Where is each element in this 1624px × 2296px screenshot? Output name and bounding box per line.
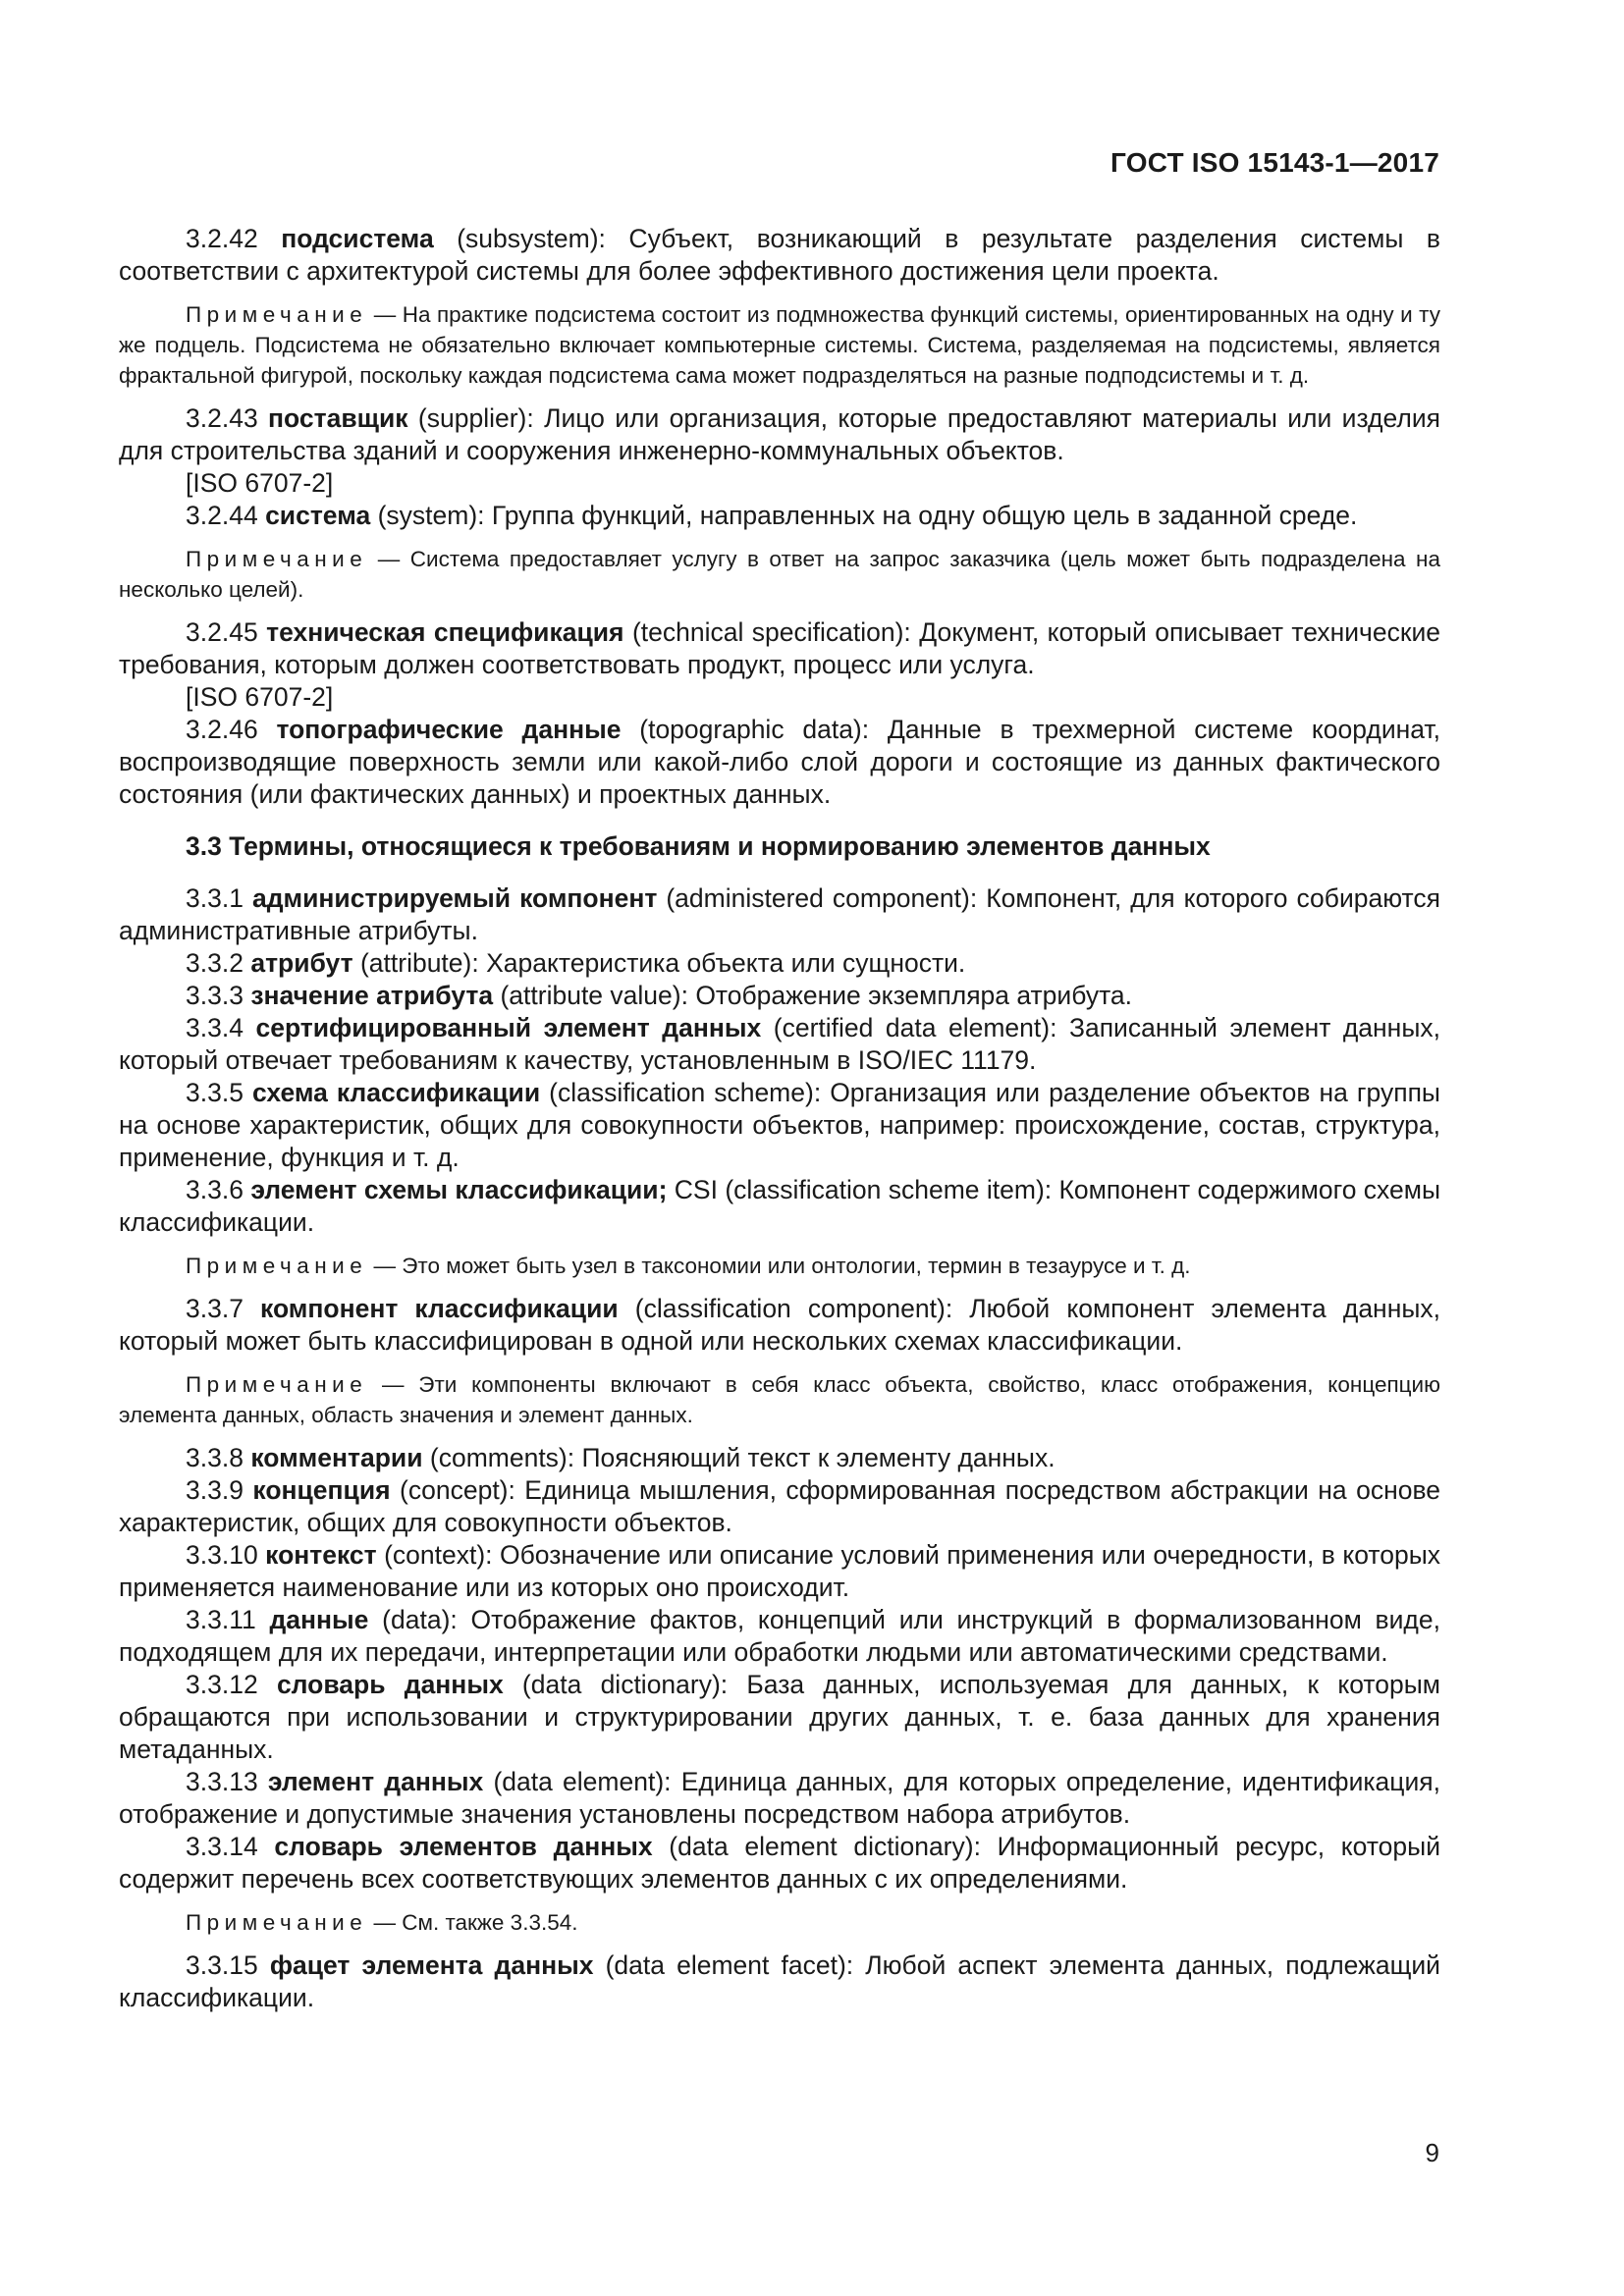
section-heading: 3.3 Термины, относящиеся к требованиям и нормированию элементов данных bbox=[186, 831, 1211, 861]
term-number: 3.3.13 bbox=[186, 1767, 258, 1796]
term-number: 3.2.42 bbox=[186, 224, 258, 253]
term-definition bbox=[119, 223, 1440, 288]
term-description: (classification scheme): Организация или разделение объектов на группы на основе характеристик, общих для совокупности объектов, например: происхождение, состав, структура, применение, функция и т. д. bbox=[119, 1078, 1440, 1172]
term-definition bbox=[119, 1669, 1440, 1766]
term-number: 3.3.11 bbox=[186, 1605, 256, 1634]
document-body bbox=[119, 223, 1440, 2014]
term-name: компонент классификации bbox=[260, 1294, 619, 1323]
note bbox=[119, 299, 1440, 391]
term-definition bbox=[119, 1604, 1440, 1669]
term-description: (concept): Единица мышления, сформированная посредством абстракции на основе характеристик, общих для совокупности объектов. bbox=[119, 1475, 1440, 1537]
note-text: — См. также 3.3.54. bbox=[367, 1910, 578, 1935]
term-name: элемент схемы классификации; bbox=[250, 1175, 668, 1204]
term-description: (data element): Единица данных, для которых определение, идентификация, отображение и допустимые значения установлены посредством набора атрибутов. bbox=[119, 1767, 1440, 1829]
term-definition bbox=[119, 1012, 1440, 1077]
term-name: подсистема bbox=[281, 224, 434, 253]
term-number: 3.3.6 bbox=[186, 1175, 244, 1204]
source-reference: [ISO 6707-2] bbox=[186, 682, 334, 712]
term-definition bbox=[119, 947, 1440, 980]
term-definition bbox=[119, 1293, 1440, 1358]
term-definition bbox=[119, 500, 1440, 532]
term-description: (data element facet): Любой аспект элемента данных, подлежащий классификации. bbox=[119, 1950, 1440, 2012]
term-name: значение атрибута bbox=[250, 981, 494, 1010]
note-text: — Эти компоненты включают в себя класс объекта, свойство, класс отображения, концепцию элемента данных, область значения и элемент данных. bbox=[119, 1372, 1440, 1427]
note bbox=[119, 544, 1440, 605]
term-description: (certified data element): Записанный элемент данных, который отвечает требованиям к качеству, установленным в ISO/IEC 11179. bbox=[119, 1013, 1440, 1075]
term-number: 3.3.2 bbox=[186, 948, 244, 978]
term-number: 3.3.4 bbox=[186, 1013, 244, 1042]
source-reference: [ISO 6707-2] bbox=[186, 468, 334, 498]
term-definition bbox=[119, 616, 1440, 681]
term-definition bbox=[119, 1174, 1440, 1239]
note bbox=[119, 1907, 1440, 1938]
term-description: CSI (classification scheme item): Компонент содержимого схемы классификации. bbox=[119, 1175, 1441, 1237]
note-text: — Система предоставляет услугу в ответ на запрос заказчика (цель может быть подразделена на несколько целей). bbox=[119, 547, 1440, 602]
term-number: 3.3.5 bbox=[186, 1078, 244, 1107]
term-definition bbox=[119, 402, 1440, 467]
term-description: (administered component): Компонент, для которого собираются административные атрибуты. bbox=[119, 883, 1440, 945]
term-number: 3.3.12 bbox=[186, 1670, 258, 1699]
note bbox=[119, 1251, 1440, 1281]
term-definition bbox=[119, 1949, 1440, 2014]
term-number: 3.2.45 bbox=[186, 617, 258, 647]
term-definition bbox=[119, 714, 1440, 811]
page-number: 9 bbox=[1425, 2138, 1439, 2167]
note-label: Примечание bbox=[186, 1372, 368, 1397]
term-description: (attribute): Характеристика объекта или сущности. bbox=[352, 948, 966, 978]
term-description: (attribute value): Отображение экземпляра атрибута. bbox=[493, 981, 1133, 1010]
term-number: 3.3.7 bbox=[186, 1294, 244, 1323]
term-number: 3.3.9 bbox=[186, 1475, 244, 1505]
note-label: Примечание bbox=[186, 302, 368, 327]
term-definition bbox=[119, 1539, 1440, 1604]
term-number: 3.2.44 bbox=[186, 501, 258, 530]
term-definition bbox=[119, 1766, 1440, 1831]
term-name: элемент данных bbox=[267, 1767, 484, 1796]
term-name: контекст bbox=[265, 1540, 377, 1570]
note bbox=[119, 1369, 1440, 1430]
term-definition bbox=[119, 1442, 1440, 1474]
term-name: данные bbox=[269, 1605, 369, 1634]
note-label: Примечание bbox=[186, 547, 368, 571]
term-number: 3.2.43 bbox=[186, 403, 258, 433]
term-description: (data element dictionary): Информационный ресурс, который содержит перечень всех соответствующих элементов данных с их определениями. bbox=[119, 1832, 1441, 1894]
term-definition bbox=[119, 1831, 1440, 1896]
term-definition bbox=[119, 980, 1440, 1012]
term-number: 3.3.10 bbox=[186, 1540, 258, 1570]
term-name: поставщик bbox=[268, 403, 408, 433]
term-number: 3.3.15 bbox=[186, 1950, 258, 1980]
term-number: 3.3.14 bbox=[186, 1832, 258, 1861]
term-description: (topographic data): Данные в трехмерной системе координат, воспроизводящие поверхность земли или какой-либо слой дороги и состоящие из данных фактического состояния (или фактических данных) и проектных данных. bbox=[119, 715, 1440, 809]
term-number: 3.2.46 bbox=[186, 715, 258, 744]
note-text: — Это может быть узел в таксономии или онтологии, термин в тезаурусе и т. д. bbox=[367, 1254, 1191, 1278]
term-name: система bbox=[265, 501, 371, 530]
term-description: (classification component): Любой компонент элемента данных, который может быть классифицирован в одной или нескольких схемах классификации. bbox=[119, 1294, 1440, 1356]
term-number: 3.3.8 bbox=[186, 1443, 244, 1472]
term-description: (comments): Поясняющий текст к элементу данных. bbox=[422, 1443, 1056, 1472]
document-header: ГОСТ ISO 15143-1—2017 bbox=[1110, 147, 1439, 178]
term-description: (subsystem): Субъект, возникающий в результате разделения системы в соответствии с архитектурой системы для более эффективного достижения цели проекта. bbox=[119, 224, 1440, 286]
term-description: (system): Группа функций, направленных на одну общую цель в заданной среде. bbox=[370, 501, 1358, 530]
term-description: (data dictionary): База данных, используемая для данных, к которым обращаются при использовании и структурировании других данных, т. е. база данных для хранения метаданных. bbox=[119, 1670, 1440, 1764]
term-definition bbox=[119, 882, 1440, 947]
term-name: словарь элементов данных bbox=[274, 1832, 653, 1861]
term-definition bbox=[119, 1077, 1440, 1174]
term-description: (data): Отображение фактов, концепций или инструкций в формализованном виде, подходящем для их передачи, интерпретации или обработки людьми или автоматическими средствами. bbox=[119, 1605, 1440, 1667]
term-number: 3.3.3 bbox=[186, 981, 244, 1010]
term-description: (context): Обозначение или описание условий применения или очередности, в которых применяется наименование или из которых оно происходит. bbox=[119, 1540, 1440, 1602]
note-label: Примечание bbox=[186, 1910, 368, 1935]
note-label: Примечание bbox=[186, 1254, 368, 1278]
term-name: фацет элемента данных bbox=[269, 1950, 594, 1980]
term-description: (technical specification): Документ, который описывает технические требования, которым должен соответствовать продукт, процесс или услуга. bbox=[119, 617, 1440, 679]
term-name: техническая спецификация bbox=[266, 617, 624, 647]
term-definition bbox=[119, 1474, 1440, 1539]
term-name: атрибут bbox=[250, 948, 353, 978]
term-description: (supplier): Лицо или организация, которые предоставляют материалы или изделия для строительства зданий и сооружения инженерно-коммунальных объектов. bbox=[119, 403, 1440, 465]
term-name: схема классификации bbox=[251, 1078, 541, 1107]
term-number: 3.3.1 bbox=[186, 883, 244, 913]
note-text: — На практике подсистема состоит из подмножества функций системы, ориентированных на одну и ту же подцель. Подсистема не обязательно включает компьютерные системы. Система, разделяемая на подсистемы, является фрактальной фигурой, поскольку каждая подсистема сама может подразделяться на разные подподсистемы и т. д. bbox=[119, 302, 1440, 388]
term-name: топографические данные bbox=[276, 715, 622, 744]
term-name: администрируемый компонент bbox=[251, 883, 658, 913]
term-name: словарь данных bbox=[276, 1670, 504, 1699]
term-name: сертифицированный элемент данных bbox=[255, 1013, 762, 1042]
term-name: концепция bbox=[252, 1475, 391, 1505]
term-name: комментарии bbox=[250, 1443, 423, 1472]
